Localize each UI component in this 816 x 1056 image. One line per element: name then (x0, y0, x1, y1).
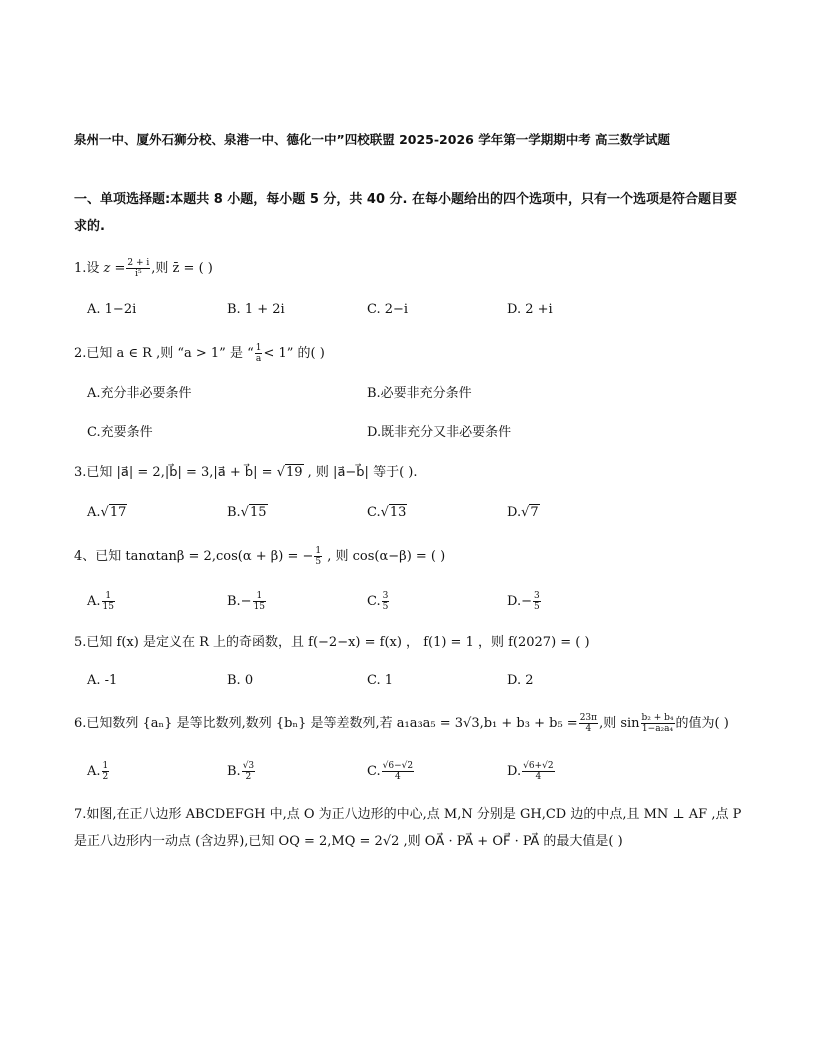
question-7 (74, 801, 744, 855)
option-c[interactable]: C.充要条件 (87, 425, 153, 440)
option-c[interactable] (367, 761, 415, 782)
option-b[interactable]: B.必要非充分条件 (367, 386, 472, 401)
numerator: b₂ + b₄ (641, 713, 674, 723)
numerator: 23π (579, 713, 598, 723)
fraction (579, 713, 598, 734)
numerator: 1 (102, 761, 109, 771)
option-prefix: D. (507, 764, 522, 779)
option-prefix: C. (367, 764, 381, 779)
section-heading: 一、单项选择题:本题共 8 小题，每小题 5 分，共 40 分. 在每小题给出的四个选项中，只有一个选项是符合题目要求的. (74, 192, 738, 234)
option-a[interactable] (87, 503, 127, 523)
option-prefix: A.√ (87, 505, 109, 520)
option-prefix: D.√ (507, 505, 530, 520)
question-3 (74, 463, 417, 483)
denominator: 5 (533, 602, 540, 612)
option-prefix: B.− (227, 594, 252, 609)
question-stem-part: 已知 a ∈ R ,则 “a > 1” 是 “ (86, 346, 254, 361)
denominator: 5 (315, 557, 322, 567)
option-prefix: C.√ (367, 505, 389, 520)
denominator: a (255, 354, 262, 364)
denominator: i⁵ (135, 269, 142, 279)
denominator: 2 (245, 772, 252, 782)
option-c[interactable]: C. 1 (367, 673, 394, 688)
radicand: 13 (389, 505, 407, 520)
radicand: 7 (530, 505, 539, 520)
question-stem: 如图,在正八边形 ABCDEFGH 中,点 O 为正八边形的中心,点 M,N 分别是 GH,CD 边的中点,且 MN ⊥ AF ,点 P 是正八边形内一动点 (含边界),已知 OQ = 2,MQ = 2√2 ,则 OA⃗ · PA⃗ + OF⃗ · PA⃗ 的最大值是( ) (74, 807, 742, 849)
question-number: 2. (74, 346, 87, 361)
question-2 (74, 343, 325, 364)
fraction (641, 713, 675, 734)
fraction (382, 591, 390, 612)
denominator: 15 (102, 602, 114, 612)
question-number: 5. (74, 635, 87, 650)
numerator: 3 (533, 591, 540, 601)
option-prefix: D.− (507, 594, 532, 609)
option-b[interactable]: B. 1 + 2i (227, 302, 285, 317)
question-stem-part: 已知数列 {aₙ} 是等比数列,数列 {bₙ} 是等差数列,若 a₁a₃a₅ = 3√3,b₁ + b₃ + b₅ = (86, 716, 578, 731)
radicand: 17 (109, 505, 127, 520)
fraction (522, 761, 554, 782)
numerator: 1 (315, 546, 322, 556)
option-prefix: A. (87, 594, 101, 609)
question-6 (74, 713, 729, 734)
question-stem-part: 已知 tanαtanβ = 2,cos(α + β) = − (95, 549, 314, 564)
numerator: 2 + i (127, 258, 150, 268)
question-stem-part: , 则 cos(α−β) = ( ) (323, 549, 446, 564)
denominator: 1−a₂a₄ (641, 724, 674, 734)
question-1 (74, 258, 213, 279)
option-b[interactable] (227, 503, 268, 523)
question-stem-part: z = (103, 261, 126, 276)
radicand: 15 (249, 505, 267, 520)
question-4 (74, 546, 445, 567)
option-prefix: B. (227, 764, 241, 779)
option-d[interactable] (507, 591, 542, 612)
denominator: 4 (394, 772, 401, 782)
option-a[interactable] (87, 591, 116, 612)
question-stem-part: < 1” 的( ) (263, 346, 325, 361)
option-prefix: A. (87, 764, 101, 779)
option-a[interactable]: A. -1 (87, 673, 118, 688)
option-d[interactable] (507, 761, 556, 782)
fraction (102, 591, 115, 612)
exam-title: 泉州一中、厦外石狮分校、泉港一中、德化一中”四校联盟 2025-2026 学年第一学期期中考 高三数学试题 (74, 132, 671, 147)
numerator: 1 (102, 591, 115, 602)
question-number: 6. (74, 716, 87, 731)
option-d[interactable] (507, 503, 540, 523)
option-b[interactable]: B. 0 (227, 673, 254, 688)
fraction (314, 546, 322, 567)
option-prefix: B.√ (227, 505, 249, 520)
fraction (102, 761, 110, 782)
question-stem-part: ,则 sin (599, 716, 640, 731)
question-stem-part: 的值为( ) (675, 716, 729, 731)
option-c[interactable]: C. 2−i (367, 302, 409, 317)
option-d[interactable]: D. 2 (507, 673, 534, 688)
question-stem-part: 已知 |a⃗| = 2,|b⃗| = 3,|a⃗ + b⃗| = √ (86, 465, 285, 480)
question-stem-part: ,则 z̄ = ( ) (151, 261, 213, 276)
question-stem-part: 设 (86, 261, 104, 276)
option-a[interactable]: A.充分非必要条件 (87, 386, 192, 401)
question-5 (74, 633, 590, 653)
question-stem-part: , 则 |a⃗−b⃗| 等于( ). (303, 465, 418, 480)
fraction (253, 591, 266, 612)
option-c[interactable] (367, 503, 407, 523)
question-number: 7. (74, 807, 87, 822)
option-d[interactable]: D.既非充分又非必要条件 (367, 425, 512, 440)
option-c[interactable] (367, 591, 390, 612)
radicand: 19 (285, 465, 303, 480)
option-d[interactable]: D. 2 +i (507, 302, 553, 317)
fraction (126, 258, 150, 279)
numerator: √6−√2 (382, 761, 414, 771)
option-b[interactable] (227, 761, 256, 782)
denominator: 15 (253, 602, 266, 612)
option-b[interactable] (227, 591, 267, 612)
fraction (255, 343, 263, 364)
numerator: √6+√2 (523, 761, 554, 771)
option-a[interactable]: A. 1−2i (87, 302, 137, 317)
option-prefix: C. (367, 594, 381, 609)
fraction (382, 761, 414, 782)
fraction (533, 591, 541, 612)
question-number: 3. (74, 465, 87, 480)
denominator: 5 (382, 602, 389, 612)
question-stem: 已知 f(x) 是定义在 R 上的奇函数，且 f(−2−x) = f(x) ， f(1) = 1 ，则 f(2027) = ( ) (86, 635, 590, 650)
denominator: 4 (585, 724, 592, 734)
question-number: 4、 (74, 549, 96, 564)
numerator: √3 (242, 761, 255, 771)
numerator: 1 (253, 591, 266, 602)
fraction (242, 761, 255, 782)
denominator: 2 (102, 772, 109, 782)
numerator: 1 (255, 343, 262, 353)
numerator: 3 (382, 591, 389, 601)
question-number: 1. (74, 261, 87, 276)
denominator: 4 (535, 772, 542, 782)
option-a[interactable] (87, 761, 110, 782)
